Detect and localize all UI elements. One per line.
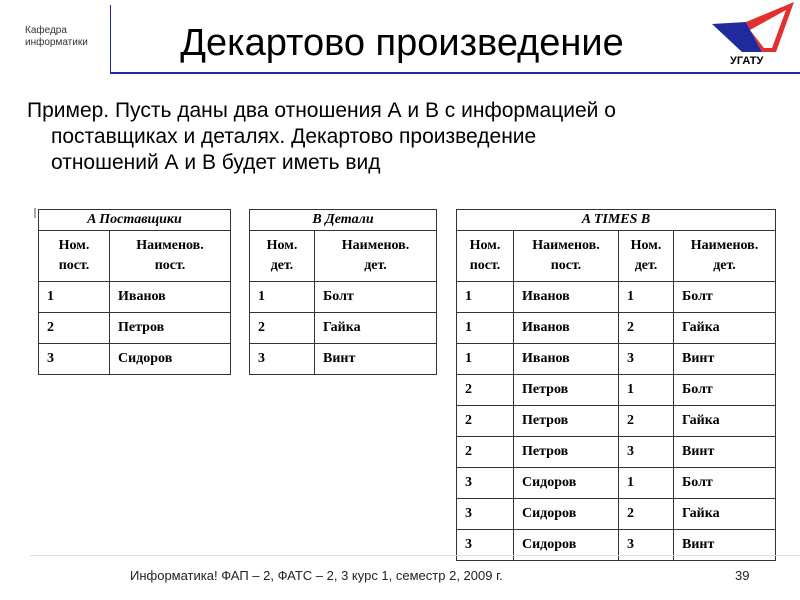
logo-text: УГАТУ [730, 55, 764, 67]
table-cell: 2 [619, 313, 674, 344]
header-line: дет. [364, 258, 387, 273]
table-cell: Иванов [514, 282, 619, 313]
header-line: дет. [270, 258, 294, 273]
table-cell: 1 [619, 375, 674, 406]
table-row [457, 282, 776, 313]
table-cell: Иванов [514, 313, 619, 344]
header-line: пост. [550, 258, 582, 273]
header-line: Наименов. [341, 238, 410, 253]
table-cell: Гайка [674, 313, 776, 344]
table-row [457, 437, 776, 468]
table-cell: 1 [457, 344, 514, 375]
table-cell: 2 [619, 406, 674, 437]
department-line-2: информатики [25, 37, 88, 48]
parts-table [249, 209, 437, 375]
table-row [39, 344, 231, 375]
table-cell: 3 [250, 344, 315, 375]
header-line: Наименов. [532, 238, 600, 253]
header-line: пост. [154, 258, 186, 273]
table-row [457, 406, 776, 437]
column-header [315, 231, 437, 282]
intro-line-3: отношений А и В будет иметь вид [51, 151, 381, 174]
product-rows [457, 282, 776, 561]
table-cell: 3 [619, 437, 674, 468]
table-row [457, 499, 776, 530]
table-cell: Болт [315, 282, 437, 313]
column-header [250, 231, 315, 282]
table-cell: Гайка [315, 313, 437, 344]
page-number: 39 [735, 568, 750, 583]
table-cell: Петров [514, 437, 619, 468]
column-header [674, 231, 776, 282]
table-cell: 1 [619, 468, 674, 499]
table-cell: 1 [457, 313, 514, 344]
header-horizontal-rule [110, 72, 800, 74]
table-row [39, 282, 231, 313]
table-row [250, 313, 437, 344]
header-line: пост. [58, 258, 90, 273]
column-header [39, 231, 110, 282]
table-caption: A Поставщики [39, 210, 231, 231]
table-row [250, 344, 437, 375]
footer-text: Информатика! ФАП – 2, ФАТС – 2, 3 курс 1, семестр 2, 2009 г. [130, 568, 503, 583]
table-cell: Петров [514, 375, 619, 406]
table-cell: Винт [674, 530, 776, 561]
header-line: Ном. [266, 238, 298, 253]
header-line: Ном. [58, 238, 90, 253]
slide-title: Декартово произведение [180, 22, 624, 64]
table-cell: 1 [39, 282, 110, 313]
table-cell: Сидоров [514, 468, 619, 499]
table-cell: 2 [457, 375, 514, 406]
header-line: пост. [469, 258, 501, 273]
table-cell: 3 [619, 530, 674, 561]
table-cell: Болт [674, 282, 776, 313]
cartesian-product-table [456, 209, 776, 561]
table-row [457, 313, 776, 344]
department-line-1: Кафедра [25, 25, 67, 36]
table-row [457, 468, 776, 499]
footer-rule [30, 555, 800, 556]
table-cell: Винт [315, 344, 437, 375]
column-header [110, 231, 231, 282]
intro-paragraph [27, 98, 787, 176]
table-cell: 3 [457, 499, 514, 530]
table-cell: Иванов [110, 282, 231, 313]
table-cell: 3 [457, 468, 514, 499]
table-row [457, 344, 776, 375]
table-cell: Винт [674, 344, 776, 375]
department-label [25, 25, 88, 49]
table-cell: 3 [457, 530, 514, 561]
table-cell: Болт [674, 468, 776, 499]
table-cell: Сидоров [514, 530, 619, 561]
table-cell: 2 [250, 313, 315, 344]
header-vertical-rule [110, 5, 111, 72]
header-line: дет. [634, 258, 658, 273]
column-header [514, 231, 619, 282]
table-cell: 2 [39, 313, 110, 344]
table-row [250, 282, 437, 313]
intro-line-1: Пример. Пусть даны два отношения А и В с информацией о [27, 99, 616, 122]
table-cell: Гайка [674, 406, 776, 437]
table-cell: 1 [250, 282, 315, 313]
table-cell: 2 [457, 437, 514, 468]
decor-mark [34, 205, 36, 215]
table-row [457, 375, 776, 406]
table-cell: 3 [39, 344, 110, 375]
table-cell: 2 [457, 406, 514, 437]
intro-line-2: поставщиках и деталях. Декартово произведение [51, 125, 537, 148]
table-cell: Петров [514, 406, 619, 437]
table-cell: 1 [619, 282, 674, 313]
table-cell: Винт [674, 437, 776, 468]
header-line: Ном. [469, 238, 501, 253]
table-cell: 1 [457, 282, 514, 313]
column-header [457, 231, 514, 282]
table-cell: Гайка [674, 499, 776, 530]
table-cell: Сидоров [514, 499, 619, 530]
table-cell: 3 [619, 344, 674, 375]
table-row [39, 313, 231, 344]
table-cell: Иванов [514, 344, 619, 375]
header-line: Наименов. [136, 238, 204, 253]
header-line: Ном. [630, 238, 662, 253]
header-line: дет. [713, 258, 736, 273]
table-cell: 2 [619, 499, 674, 530]
column-header [619, 231, 674, 282]
table-cell: Болт [674, 375, 776, 406]
table-caption: B Детали [250, 210, 437, 231]
suppliers-table [38, 209, 231, 375]
header-line: Наименов. [690, 238, 759, 253]
table-cell: Сидоров [110, 344, 231, 375]
table-cell: Петров [110, 313, 231, 344]
table-caption: A TIMES B [457, 210, 776, 231]
